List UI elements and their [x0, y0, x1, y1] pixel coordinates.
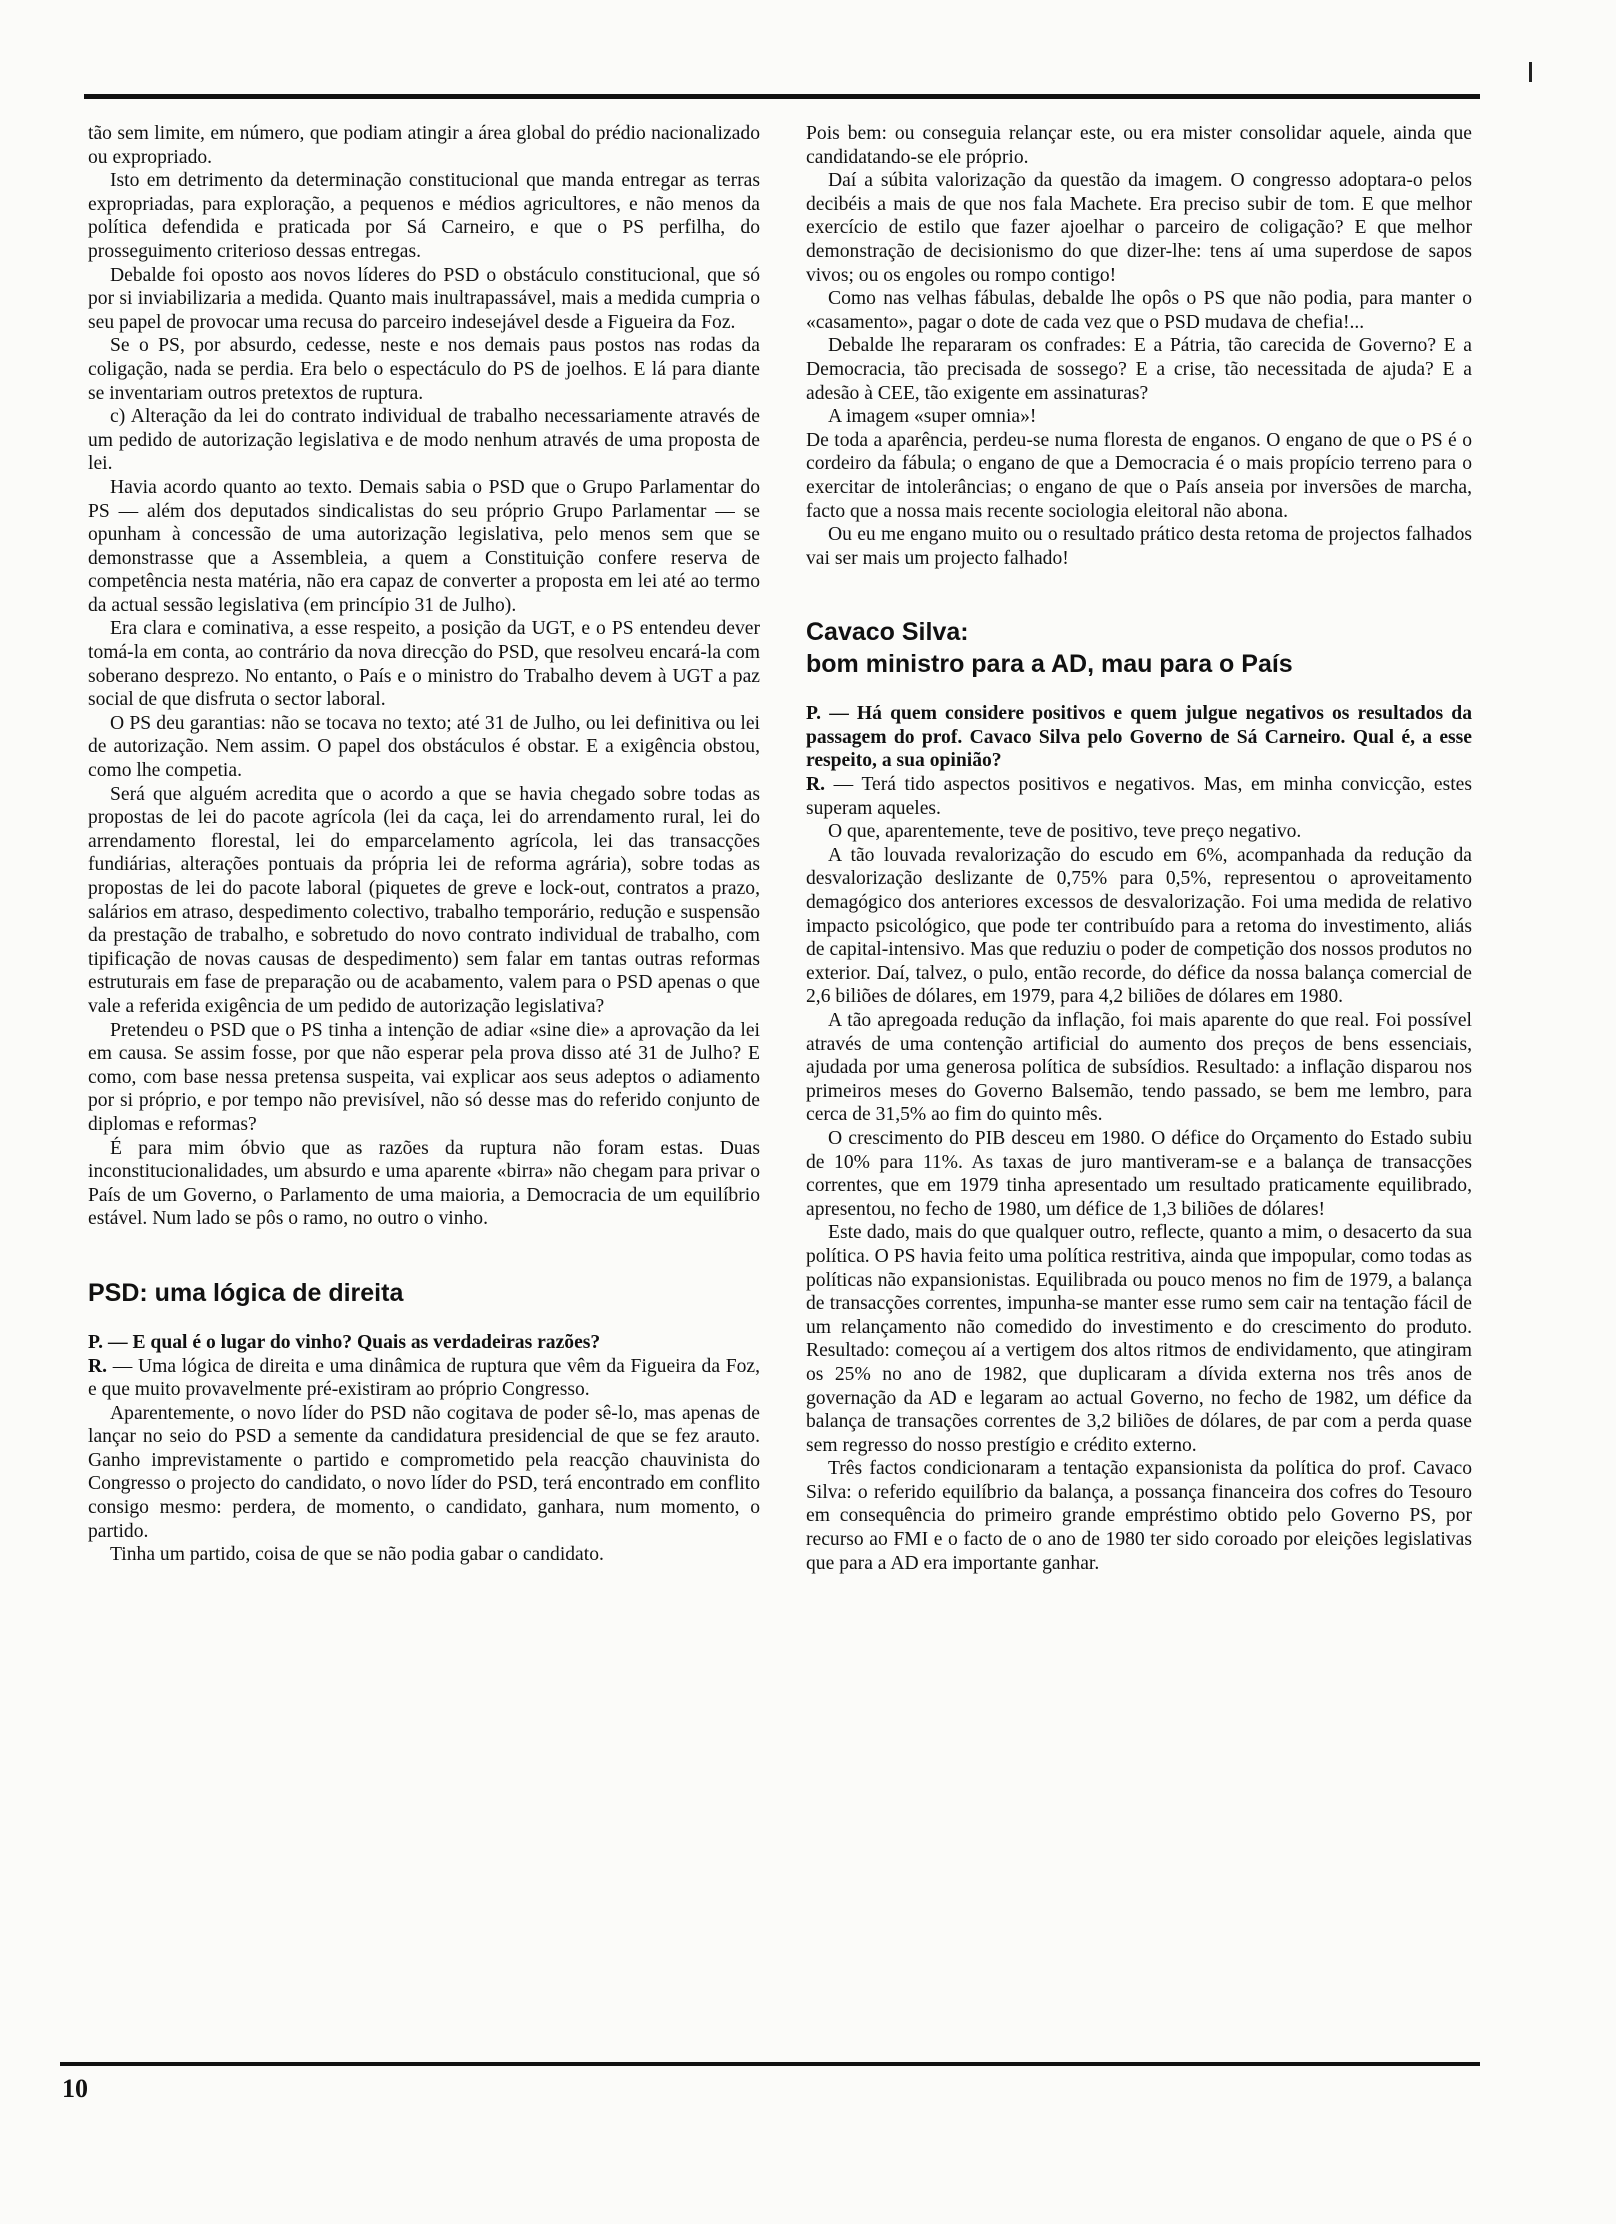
- paragraph: A tão apregoada redução da inflação, foi mais aparente do que real. Foi possível através de uma contenção artificial do aumento dos preços de bens essenciais, ajudada por uma generosa política de subsídios. Resultado: a inflação disparou nos primeiros meses do Governo Balsemão, tendo passado, se bem me lembro, para cerca de 31,5% ao fim do quinto mês.: [806, 1010, 1472, 1126]
- bottom-rule: [60, 2062, 1480, 2066]
- paragraph: Três factos condicionaram a tentação expansionista da política do prof. Cavaco Silva: o referido equilíbrio da balança, a possança financeira dos cofres do Tesouro em consequência do primeiro grande empréstimo obtido pelo Governo PS, por recurso ao FMI e o facto de o ano de 1980 ter sido coroado por eleições legislativas que para a AD era importante ganhar.: [806, 1458, 1472, 1574]
- paragraph: c) Alteração da lei do contrato individual de trabalho necessariamente através de um pedido de autorização legislativa e de modo nenhum através de uma proposta de lei.: [88, 406, 760, 475]
- paragraph: A imagem «super omnia»!: [828, 406, 1037, 428]
- paragraph: O que, aparentemente, teve de positivo, teve preço negativo.: [828, 821, 1302, 843]
- top-rule: [84, 94, 1480, 99]
- answer-text: — Uma lógica de direita e uma dinâmica de ruptura que vêm da Figueira da Foz, e que muito provavelmente pré-existiram ao próprio Congresso.: [88, 1355, 760, 1401]
- paragraph: Como nas velhas fábulas, debalde lhe opôs o PS que não podia, para manter o «casamento», pagar o dote de cada vez que o PSD mudava de chefia!...: [806, 288, 1472, 333]
- interview-question: P. — E qual é o lugar do vinho? Quais as verdadeiras razões?: [88, 1331, 601, 1353]
- paragraph: De toda a aparência, perdeu-se numa floresta de enganos. O engano de que o PS é o cordeiro da fábula; o engano de que a Democracia é o mais propício terreno para o exercitar de intolerâncias; o engano de que o País anseia por inversões de marcha, facto que a nossa mais recente sociologia eleitoral não abona.: [806, 429, 1472, 522]
- paragraph: tão sem limite, em número, que podiam atingir a área global do prédio nacionalizado ou expropriado.: [88, 123, 760, 168]
- heading-line: Cavaco Silva:: [806, 618, 969, 647]
- interview-answer: [806, 773, 1472, 820]
- right-column: [806, 122, 1472, 1575]
- paragraph: Pois bem: ou conseguia relançar este, ou era mister consolidar aquele, ainda que candidatando-se ele próprio.: [806, 123, 1472, 168]
- paragraph: É para mim óbvio que as razões da ruptura não foram estas. Duas inconstitucionalidades, um absurdo e uma aparente «birra» não chegam para privar o País de um Governo, o Parlamento de uma maioria, a Democracia de um equilíbrio estável. Num lado se pôs o ramo, no outro o vinho.: [88, 1137, 760, 1230]
- paragraph: Havia acordo quanto ao texto. Demais sabia o PSD que o Grupo Parlamentar do PS — além dos deputados sindicalistas do seu próprio Grupo Parlamentar — se opunham à concessão de uma autorização legislativa, pelo menos sem que se demonstrasse que a Assembleia, a quem a Constituição confere reserva de competência nesta matéria, não era capaz de converter a proposta em lei até ao termo da actual sessão legislativa (em princípio 31 de Julho).: [88, 476, 760, 616]
- paragraph: Este dado, mais do que qualquer outro, reflecte, quanto a mim, o desacerto da sua política. O PS havia feito uma política restritiva, ainda que impopular, como todas as políticas não expansionistas. Equilibrada ou pouco menos no fim de 1979, a balança de transacções correntes, impunha-se manter esse rumo sem cair na tentação fácil de um relançamento não comedido do investimento e do crescimento do produto. Resultado: começou aí a vertigem dos altos ritmos de endividamento, que atingiram os 25% no ano de 1982, que duplicaram a dívida externa nos três anos de governação da AD e legaram ao actual Governo, no fecho de 1982, um défice da balança de transações correntes de 3,2 biliões de dólares, de par com a perda quase sem regresso do nosso prestígio e crédito externo.: [806, 1222, 1472, 1456]
- interview-question: P. — Há quem considere positivos e quem julgue negativos os resultados da passagem do prof. Cavaco Silva pelo Governo de Sá Carneiro. Qual é, a esse respeito, a sua opinião?: [806, 703, 1472, 772]
- section-heading-cavaco-silva: [806, 616, 1472, 680]
- paragraph: Será que alguém acredita que o acordo a que se havia chegado sobre todas as propostas de lei do pacote agrícola (lei da caça, lei do arrendamento rural, lei do arrendamento florestal, lei do emparcelamento agrícola, lei das transacções fundiárias, alterações pontuais da própria lei de reforma agrária), sobre todas as propostas de lei do pacote laboral (piquetes de greve e lock-out, contratos a prazo, salários em atraso, despedimento colectivo, trabalho temporário, redução e suspensão da prestação de trabalho, e sobretudo do novo contrato individual de trabalho, com tipificação de novas causas de despedimento) sem falar em tantas outras reformas estruturais em fase de preparação ou de acabamento, valem para o PSD apenas o que vale a referida exigência de um pedido de autorização legislativa?: [88, 783, 760, 1017]
- paragraph: Se o PS, por absurdo, cedesse, neste e nos demais paus postos nas rodas da coligação, nada se perdia. Era belo o espectáculo do PS de joelhos. E lá para diante se inventariam outros pretextos de ruptura.: [88, 335, 760, 404]
- paragraph: O crescimento do PIB desceu em 1980. O défice do Orçamento do Estado subiu de 10% para 11%. As taxas de juro mantiveram-se e a balança de transacções correntes, que em 1979 tinha apresentado um resultado praticamente equilibrado, apresentou, no fecho de 1980, um défice de 1,3 biliões de dólares!: [806, 1127, 1472, 1220]
- answer-label: R.: [806, 774, 826, 796]
- left-column: [88, 122, 760, 1567]
- answer-label: R.: [88, 1355, 108, 1377]
- paragraph: Daí a súbita valorização da questão da imagem. O congresso adoptara-o pelos decibéis a mais de que nos fala Machete. Era preciso subir de tom. E que melhor exercício de estilo que fazer ajoelhar o parceiro de coligação? E que melhor demonstração de decisionismo do que dizer-lhe: tens aí uma superdose de sapos vivos; ou os engoles ou rompo contigo!: [806, 170, 1472, 286]
- paragraph: A tão louvada revalorização do escudo em 6%, acompanhada da redução da desvalorização deslizante de 0,75% para 0,5%, representou o aproveitamento demagógico dos anteriores excessos de desvalorização. Foi uma medida de relativo impacto psicológico, que pode ter contribuído para a retoma do investimento, aliás de capital-intensivo. Mas que reduziu o poder de competição dos nossos produtos no exterior. Daí, talvez, o pulo, então recorde, do défice da nossa balança comercial de 2,6 biliões de dólares, em 1979, para 4,2 biliões de dólares em 1980.: [806, 844, 1472, 1008]
- paragraph: Aparentemente, o novo líder do PSD não cogitava de poder sê-lo, mas apenas de lançar no seio do PSD a semente da candidatura presidencial de que se fez arauto. Ganho imprevistamente o partido e comprometido pela reacção chauvinista do Congresso o projecto do candidato, o novo líder do PSD, terá encontrado em conflito consigo mesmo: perdera, de momento, o candidato, ganhara, num momento, o partido.: [88, 1402, 760, 1542]
- scan-mark: [1529, 62, 1532, 82]
- paragraph: Ou eu me engano muito ou o resultado prático desta retoma de projectos falhados vai ser mais um projecto falhado!: [806, 524, 1472, 569]
- paragraph: O PS deu garantias: não se tocava no texto; até 31 de Julho, ou lei definitiva ou lei de autorização. Nem assim. O papel dos obstáculos é obstar. E a exigência obstou, como lhe competia.: [88, 712, 760, 782]
- page-number: 10: [62, 2074, 88, 2103]
- interview-answer: [88, 1355, 760, 1402]
- paragraph: Debalde lhe repararam os confrades: E a Pátria, tão carecida de Governo? E a Democracia, tão precisada de sossego? E a crise, tão necessitada de ajuda? E a adesão à CEE, tão exigente em assinaturas?: [806, 335, 1472, 404]
- paragraph: Debalde foi oposto aos novos líderes do PSD o obstáculo constitucional, que só por si inviabilizaria a medida. Quanto mais inultrapassável, mais a medida cumpria o seu papel de provocar uma recusa do parceiro indesejável desde a Figueira da Foz.: [88, 264, 760, 333]
- paragraph: Pretendeu o PSD que o PS tinha a intenção de adiar «sine die» a aprovação da lei em causa. Se assim fosse, por que não esperar pela prova disso até 31 de Julho? E como, com base nessa pretensa suspeita, vai explicar aos seus adeptos o adiamento por si próprio, e por tempo não previsível, não só desse mas do referido conjunto de diplomas e reformas?: [88, 1019, 760, 1135]
- paragraph: Era clara e cominativa, a esse respeito, a posição da UGT, e o PS entendeu dever tomá-la em conta, ao contrário da nova direcção do PSD, que resolveu encará-la com soberano desprezo. No entanto, o País e o ministro do Trabalho devem à UGT a paz social de que disfruta o sector laboral.: [88, 618, 760, 711]
- heading-line: bom ministro para a AD, mau para o País: [806, 650, 1293, 679]
- answer-text: — Terá tido aspectos positivos e negativos. Mas, em minha convicção, estes superam aqueles.: [806, 774, 1472, 819]
- paragraph: Isto em detrimento da determinação constitucional que manda entregar as terras expropriadas, para exploração, a pequenos e médios agricultores, e não menos da política defendida e praticada por Sá Carneiro, e que o PS perfilha, do prosseguimento criterioso dessas entregas.: [88, 170, 760, 262]
- paragraph: Tinha um partido, coisa de que se não podia gabar o candidato.: [110, 1544, 604, 1566]
- section-heading-psd: PSD: uma lógica de direita: [88, 1278, 404, 1307]
